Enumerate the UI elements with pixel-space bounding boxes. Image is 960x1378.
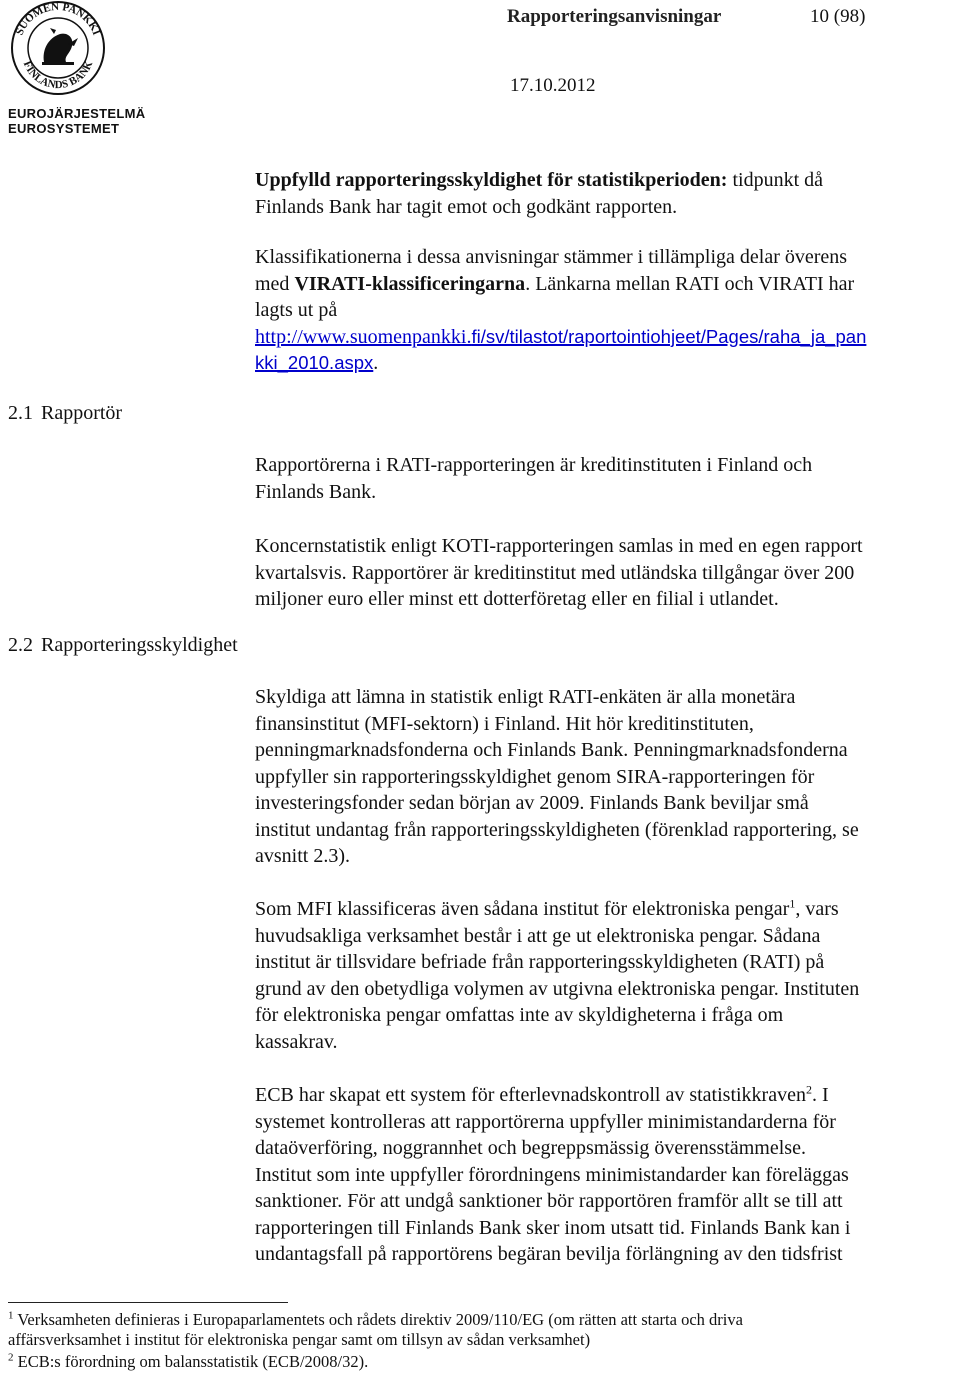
text: rapporteringen till Finlands Bank sker inom utsatt tid. Finlands Bank kan i: [255, 1216, 851, 1239]
text: för elektroniska pengar omfattas inte av skyldigheterna i fråga om: [255, 1004, 784, 1026]
text: dataöverföring, noggrannhet och begreppsmässig överensstämmelse.: [255, 1137, 806, 1159]
text: Finlands Bank.: [255, 480, 377, 503]
section-number: 2.2: [8, 634, 33, 656]
text: sanktioner. För att undgå sanktioner bör rapportören framför allt se till att: [255, 1190, 843, 1212]
text: penningmarknadsfonderna och Finlands Bank. Penningmarknadsfonderna: [255, 739, 848, 761]
paragraph-koti: [255, 533, 957, 613]
document-title: Rapporteringsanvisningar: [507, 6, 722, 27]
document-date: 17.10.2012: [510, 75, 596, 96]
eurosystem-line-fi: EUROJÄRJESTELMÄ: [8, 106, 146, 121]
text: Skyldiga att lämna in statistik enligt RATI-enkäten är alla monetära: [255, 686, 796, 708]
footnote-ref-2[interactable]: 2: [805, 1082, 812, 1097]
eurosystem-line-sv: EUROSYSTEMET: [8, 121, 120, 136]
suomenpankki-link[interactable]: http://www.suomenpankki.fi/sv/tilastot/raportointiohjeet/Pages/raha_ja_pan: [255, 325, 867, 348]
paragraph-classifications: Klassifikationerna i dessa anvisningar stämmer i tillämpliga delar överens med VIRATI-klassificeringarna. Länkarna mellan RATI och VIRATI har lagts ut på http://www.suomenpankki.fi/sv/tilastot/raportointiohjeet/Pages/raha_ja_pan kki_2010.aspx.: [255, 244, 957, 377]
text: institut är tillsvidare befriade från rapporteringsskyldigheten (RATI) på: [255, 951, 825, 973]
text: investeringsfonder sedan början av 2009. Finlands Bank beviljar små: [255, 792, 809, 814]
page-number: 10 (98): [810, 6, 866, 27]
footnote-number: 2: [8, 1351, 14, 1364]
text: med: [255, 272, 295, 295]
text: . Länkarna mellan RATI och VIRATI har: [525, 272, 855, 295]
paragraph-obligation: [255, 684, 957, 870]
text: Finlands Bank har tagit emot och godkänt rapporten.: [255, 195, 678, 218]
text: Institut som inte uppfyller förordningens minimistandarder kan föreläggas: [255, 1163, 849, 1186]
paragraph-reporting-fulfilled: [255, 167, 957, 220]
svg-text:SUOMEN PANKKI: SUOMEN PANKKI: [13, 0, 103, 37]
term-bold: Uppfylld rapporteringsskyldighet för statistikperioden:: [255, 169, 728, 191]
paragraph-reporters: [255, 452, 957, 505]
svg-text:FINLANDS BANK: FINLANDS BANK: [20, 59, 96, 92]
footnote-2: $^2$ ECB:s förordning om balansstatistik (ECB/2008/32).: [8, 1351, 369, 1371]
text: undantagsfall på rapportörens begäran bevilja förlängning av den tidsfrist: [255, 1243, 843, 1265]
text: kvartalsvis. Rapportörer är kreditinstitut med utländska tillgångar över 200: [255, 561, 855, 584]
text: Klassifikationerna i dessa anvisningar stämmer i tillämpliga delar överens: [255, 246, 848, 268]
term-bold: VIRATI-klassificeringarna: [294, 272, 526, 295]
text: avsnitt 2.3).: [255, 845, 350, 867]
text: Rapportörerna i RATI-rapporteringen är kreditinstituten i Finland och: [255, 454, 813, 476]
text: affärsverksamhet i institut för elektroniska pengar samt om tillsyn av sådan verksamhet): [8, 1330, 591, 1349]
suomenpankki-link-cont[interactable]: kki_2010.aspx: [255, 352, 374, 373]
text: kassakrav.: [255, 1030, 338, 1053]
paragraph-e-money: Som MFI klassificeras även sådana institut för elektroniska pengar$^1$, vars huvudsakliga verksamhet består i att ge ut elektroniska pengar. Sådana institut är tillsvidare befriade från rapporteringsskyldigheten (RATI) på grund av den obetydliga volymen av utgivna elektroniska pengar. Instituten för elektroniska pengar omfattas inte av skyldigheterna i fråga om kassakrav.: [255, 896, 957, 1055]
text: Koncernstatistik enligt KOTI-rapporteringen samlas in med en egen rapport: [255, 535, 863, 557]
section-heading-rapporteringsskyldighet: [8, 634, 238, 657]
text: institut undantag från rapporteringsskyldigheten (förenklad rapportering, se: [255, 818, 859, 841]
text: huvudsakliga verksamhet består i att ge ut elektroniska pengar. Sådana: [255, 924, 821, 947]
footnote-1: $^1$ Verksamheten definieras i Europaparlamentets och rådets direktiv 2009/110/EG (om rätten att starta och driva affärsverksamhet i institut för elektroniska pengar samt om tillsyn av sådan verksamhet): [8, 1309, 743, 1349]
footnote-divider: [8, 1302, 288, 1303]
text: grund av den obetydliga volymen av utgivna elektroniska pengar. Instituten: [255, 977, 860, 1000]
section-number: 2.1: [8, 402, 33, 424]
text: uppfyller sin rapporteringsskyldighet genom SIRA-rapporteringen för: [255, 765, 815, 788]
text: lagts ut på: [255, 299, 338, 321]
footnote-ref-1[interactable]: 1: [789, 896, 796, 911]
section-heading-rapportor: [8, 402, 122, 425]
text: systemet kontrolleras att rapportörerna uppfyller minimistandarderna för: [255, 1110, 836, 1133]
eurosystem-label: [8, 106, 146, 136]
text: tidpunkt då: [727, 169, 823, 191]
paragraph-ecb-compliance: ECB har skapat ett system för efterlevnadskontroll av statistikkraven$^2$. I systemet kontrolleras att rapportörerna uppfyller minimistandarderna för dataöverföring, noggrannhet och begreppsmässig överensstämmelse. Institut som inte uppfyller förordningens minimistandarder kan föreläggas sanktioner. För att undgå sanktioner bör rapportören framför allt se till att rapporteringen till Finlands Bank sker inom utsatt tid. Finlands Bank kan i undantagsfall på rapportörens begäran bevilja förlängning av den tidsfrist: [255, 1082, 957, 1268]
section-title: Rapportör: [41, 402, 123, 424]
finlands-bank-logo: [4, 0, 112, 96]
text: finansinstitut (MFI-sektorn) i Finland. Hit hör kreditinstituten,: [255, 712, 754, 735]
footnote-number: 1: [8, 1309, 14, 1322]
section-title: Rapporteringsskyldighet: [41, 634, 238, 656]
text: miljoner euro eller minst ett dotterföretag eller en filial i utlandet.: [255, 588, 779, 610]
